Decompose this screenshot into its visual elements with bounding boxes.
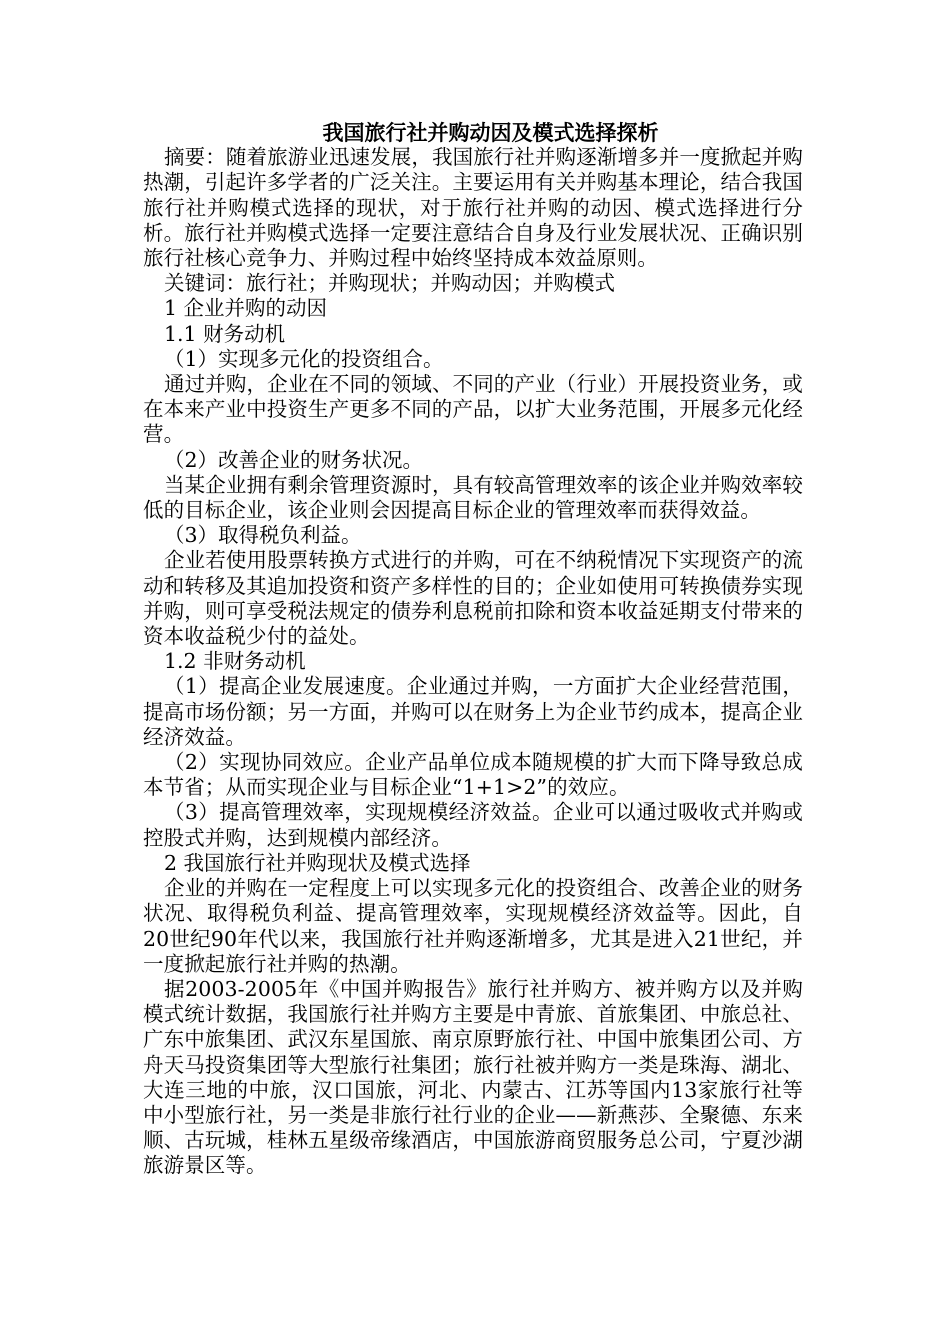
section-1-1-item-3: （3）取得税负利益。	[164, 523, 362, 548]
section-1-1-paragraph-2: 当某企业拥有剩余管理资源时，具有较高管理效率的该企业并购效率较低的目标企业，该企业则会因提高目标企业的管理效率而获得效益。	[143, 472, 803, 523]
section-1-1-item-2: （2）改善企业的财务状况。	[164, 447, 424, 472]
section-1-2-item-3: （3）提高管理效率，实现规模经济效益。企业可以通过吸收式并购或控股式并购，达到规模内部经济。	[143, 800, 803, 850]
document-page	[143, 120, 803, 1179]
section-1-1-paragraph-3: 企业若使用股票转换方式进行的并购，可在不纳税情况下实现资产的流动和转移及其追加投资和资产多样性的目的；企业如使用可转换债券实现并购，则可享受税法规定的债券利息税前扣除和资本收益延期支付带来的资本收益税少付的益处。	[143, 548, 803, 649]
section-2-paragraph-2: 据2003-2005年《中国并购报告》旅行社并购方、被并购方以及并购模式统计数据，我国旅行社并购方主要是中青旅、首旅集团、中旅总社、广东中旅集团、武汉东星国旅、南京原野旅行社、中国中旅集团公司、方舟天马投资集团等大型旅行社集团；旅行社被并购方一类是珠海、湖北、大连三地的中旅，汉口国旅，河北、内蒙古、江苏等国内13家旅行社等中小型旅行社，另一类是非旅行社行业的企业——新燕莎、全聚德、东来顺、古玩城，桂林五星级帝缘酒店，中国旅游商贸服务总公司，宁夏沙湖旅游景区等。	[143, 976, 803, 1178]
section-1-1-item-1: （1）实现多元化的投资组合。	[164, 346, 444, 371]
section-1-1-paragraph-1: 通过并购，企业在不同的领域、不同的产业（行业）开展投资业务，或在本来产业中投资生产更多不同的产品，以扩大业务范围，开展多元化经营。	[143, 372, 803, 447]
document-title: 我国旅行社并购动因及模式选择探析	[322, 120, 659, 145]
section-1-heading: 1 企业并购的动因	[164, 296, 328, 321]
section-2-paragraph-1: 企业的并购在一定程度上可以实现多元化的投资组合、改善企业的财务状况、取得税负利益、提高管理效率，实现规模经济效益等。因此，自20世纪90年代以来，我国旅行社并购逐渐增多，尤其是进入21世纪，并一度掀起旅行社并购的热潮。	[143, 876, 803, 976]
abstract-paragraph: 摘要：随着旅游业迅速发展，我国旅行社并购逐渐增多并一度掀起并购热潮，引起许多学者的广泛关注。主要运用有关并购基本理论，结合我国旅行社并购模式选择的现状，对于旅行社并购的动因、模式选择进行分析。旅行社并购模式选择一定要注意结合自身及行业发展状况、正确识别旅行社核心竞争力、并购过程中始终坚持成本效益原则。	[143, 145, 803, 271]
section-1-2-heading: 1.2 非财务动机	[164, 649, 306, 674]
section-1-2-item-1: （1）提高企业发展速度。企业通过并购，一方面扩大企业经营范围，提高市场份额；另一方面，并购可以在财务上为企业节约成本，提高企业经济效益。	[143, 674, 803, 749]
section-1-2-item-2: （2）实现协同效应。企业产品单位成本随规模的扩大而下降导致总成本节省；从而实现企业与目标企业“1+1>2”的效应。	[143, 750, 803, 800]
section-2-heading: 2 我国旅行社并购现状及模式选择	[164, 850, 471, 875]
section-1-1-heading: 1.1 财务动机	[164, 321, 286, 346]
keywords-line: 关键词：旅行社；并购现状；并购动因；并购模式	[164, 271, 615, 296]
